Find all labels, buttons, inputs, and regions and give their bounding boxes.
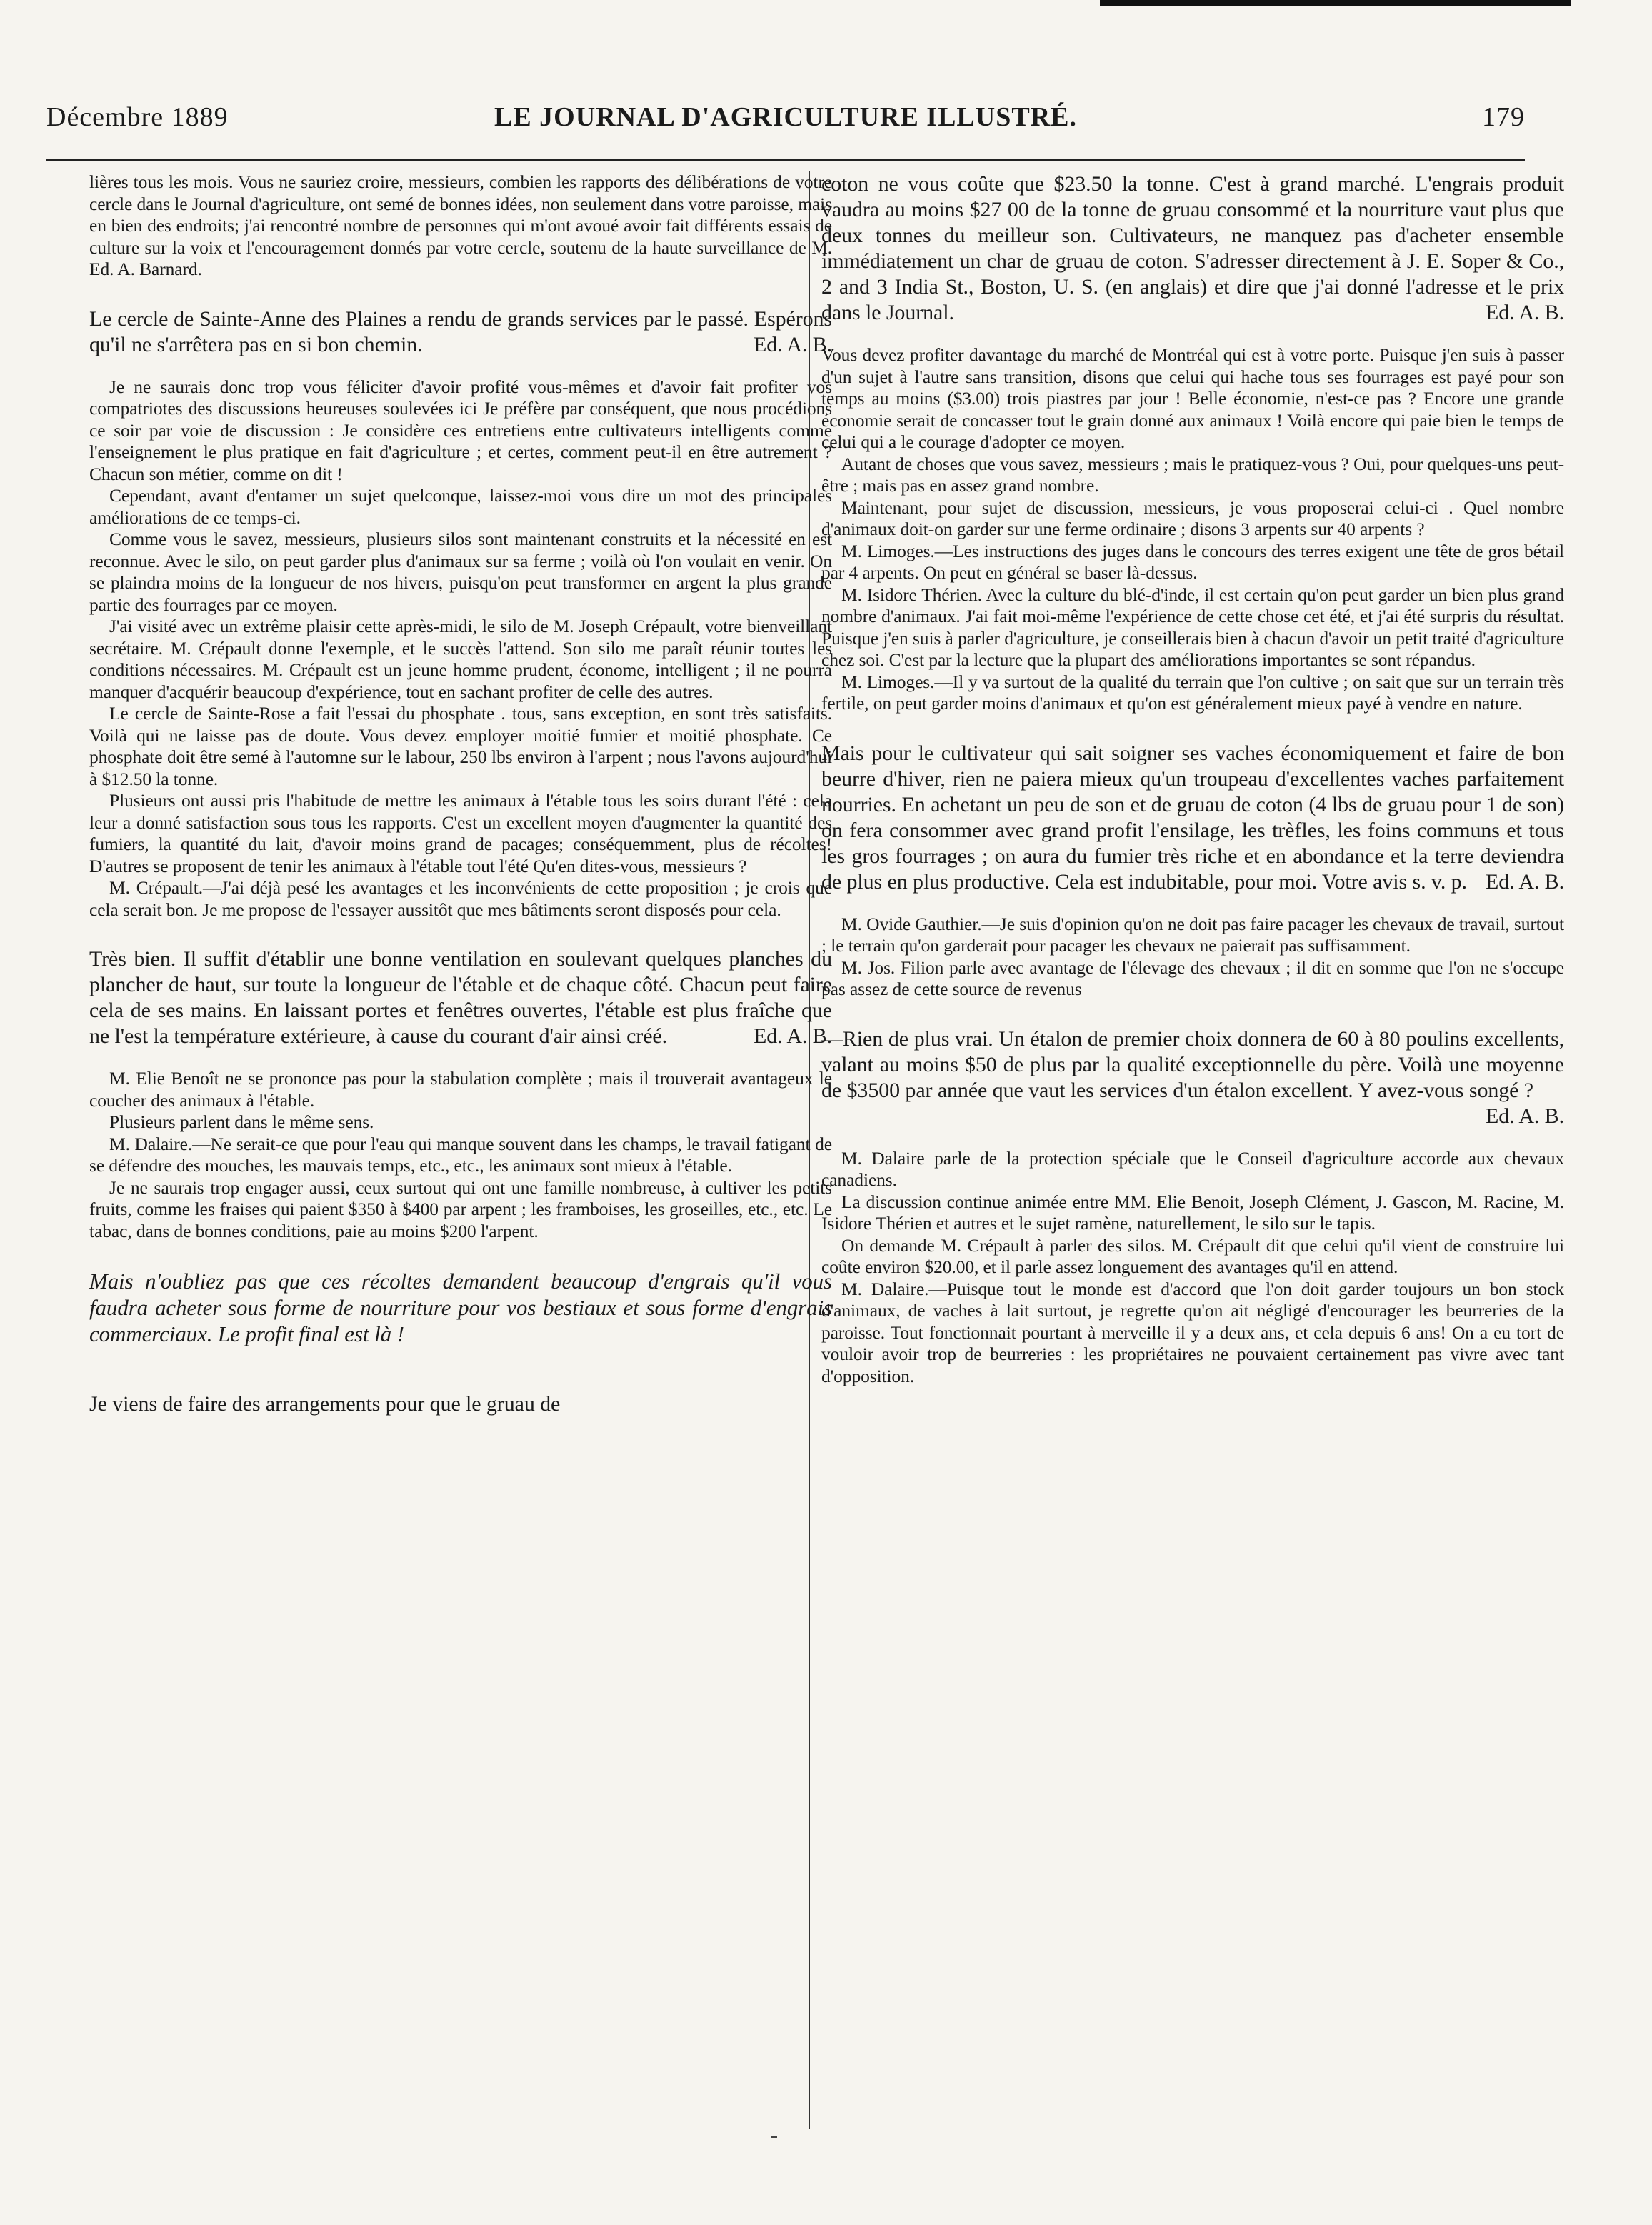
- paragraph-text: M. Crépault.—J'ai déjà pesé les avantages et les inconvénients de cette proposition ; je crois que cela serait bon. Je me propose de l'essayer aussitôt que mes bâtiments seront disposés pour cela.: [89, 877, 832, 920]
- paragraph: [89, 1068, 832, 1111]
- editor-signature: Ed. A. B.: [754, 332, 832, 356]
- paragraph: [821, 957, 1564, 1001]
- paragraph-text: M. Jos. Filion parle avec avantage de l'élevage des chevaux ; il dit en somme que l'on ne s'occupe pas assez de cette source de revenus: [821, 956, 1564, 999]
- paragraph-text: Le cercle de Sainte-Rose a fait l'essai du phosphate . tous, sans exception, en sont très satisfaits. Voilà qui ne laisse pas de doute. Vous devez employer moitié fumier et moitié phosphate. Ce phosphate doit être semé à l'automne sur le labour, 250 lbs environ à l'arpent ; nous l'avons aujourd'hui à $12.50 la tonne.: [89, 703, 832, 789]
- top-edge-bar: [1100, 0, 1571, 6]
- paragraph-gap: [821, 1001, 1564, 1026]
- editor-note: [821, 171, 1564, 326]
- editor-signature: Ed. A. B.: [1486, 1104, 1564, 1128]
- paragraph-text: M. Limoges.—Il y va surtout de la qualité du terrain que l'on cultive ; on sait que sur un terrain très fertile, on peut garder moins d'animaux et qu'on est généralement mieux payé à vendre en nature.: [821, 671, 1564, 714]
- paragraph: [89, 171, 832, 281]
- paragraph: [821, 1148, 1564, 1191]
- paragraph-gap: [89, 921, 832, 946]
- paragraph-gap: [89, 1366, 832, 1391]
- header-rule: [46, 159, 1525, 161]
- paragraph-text: M. Limoges.—Les instructions des juges dans le concours des terres exigent une tête de gros bétail par 4 arpents. On peut en général se baser là-dessus.: [821, 540, 1564, 583]
- paragraph-text: La discussion continue animée entre MM. Elie Benoit, Joseph Clément, J. Gascon, M. Racine, M. Isidore Thérien et autres et le sujet ramène, naturellement, le silo sur le tapis.: [821, 1191, 1564, 1234]
- paragraph-text: J'ai visité avec un extrême plaisir cette après-midi, le silo de M. Joseph Crépault, votre bienveillant secrétaire. M. Crépault donne l'exemple, et le succès l'attend. Son silo me paraît réunir toutes les conditions nécessaires. M. Crépault est un jeune homme prudent, économe, intelligent ; il ne pourra manquer d'acquérir beaucoup d'expérience, tout en sachant profiter de celle des autres.: [89, 616, 832, 702]
- paragraph-text: —Rien de plus vrai. Un étalon de premier choix donnera de 60 à 80 poulins excellents, valant au moins $50 de plus par la qualité exceptionnelle du père. Voilà une moyenne de $3500 par année que vaut les services d'un étalon excellent. Y avez-vous songé ?: [821, 1026, 1564, 1102]
- paragraph-gap: [89, 281, 832, 306]
- paragraph-gap: [89, 1347, 832, 1366]
- paragraph: [821, 541, 1564, 584]
- paragraph-text: Cependant, avant d'entamer un sujet quelconque, laissez-moi vous dire un mot des principales améliorations de ce temps-ci.: [89, 485, 832, 528]
- paragraph-text: M. Dalaire.—Puisque tout le monde est d'accord que l'on doit garder toujours un bon stock d'animaux, de vaches à lait surtout, je regrette qu'on ait négligé d'encourager les beurreries de la paroisse. Tout fonctionnait pourtant à merveille il y a deux ans, et cela depuis 6 ans! On a eu tort de vouloir avoir trop de beurreries : les propriétaires ne pouvaient certainement pas vivre avec tant d'opposition.: [821, 1278, 1564, 1386]
- paragraph: [89, 1111, 832, 1134]
- paragraph-gap: [821, 1129, 1564, 1148]
- editor-note: [821, 741, 1564, 895]
- editor-note: [89, 306, 832, 358]
- paragraph: [821, 584, 1564, 671]
- paragraph: [89, 376, 832, 486]
- paragraph-text: Comme vous le savez, messieurs, plusieurs silos sont maintenant construits et la nécessité en est reconnue. Avec le silo, on peut garder plus d'animaux sur sa ferme ; voilà où l'on voulait en venir. On se plaindra moins de la longueur de nos hivers, puisqu'on peut transformer en argent la plus grande partie des fourrages par ce moyen.: [89, 529, 832, 615]
- paragraph-text: Autant de choses que vous savez, messieurs ; mais le pratiquez-vous ? Oui, pour quelques-uns peut-être ; mais pas en assez grand nombre.: [821, 453, 1564, 496]
- paragraph-text: lières tous les mois. Vous ne sauriez croire, messieurs, combien les rapports des délibérations de votre cercle dans le Journal d'agriculture, ont semé de bonnes idées, non seulement dans votre paroisse, mais en bien des endroits; j'ai rencontré nombre de personnes qui m'ont avoué avoir fait différents essais de culture sur la voix et l'encouragement donnés par votre cercle, soutenu de la haute surveillance de M. Ed. A. Barnard.: [89, 171, 832, 279]
- page-header: [46, 101, 1525, 144]
- editor-note: [89, 1268, 832, 1347]
- paragraph-text: Je ne saurais trop engager aussi, ceux surtout qui ont une famille nombreuse, à cultiver les petits fruits, comme les fraises qui paient $350 à $400 par arpent ; les framboises, les groseilles, etc., etc. Le tabac, dans de bonnes conditions, paie au moins $200 l'arpent.: [89, 1176, 832, 1241]
- paragraph: [821, 497, 1564, 541]
- editor-signature: Ed. A. B.: [1486, 301, 1564, 324]
- paragraph: [821, 1279, 1564, 1388]
- paragraph: [89, 485, 832, 529]
- paragraph-text: M. Dalaire parle de la protection spéciale que le Conseil d'agriculture accorde aux chevaux canadiens.: [821, 1147, 1564, 1190]
- paragraph-text: Je ne saurais donc trop vous féliciter d'avoir profité vous-mêmes et d'avoir fait profiter vos compatriotes des discussions heureuses soulevées ici Je préfère par conséquent, que nous procédions ce soir par voie de discussion : Je considère ces entretiens entre cultivateurs intelligents comme l'enseignement le plus pratique en fait d'agriculture ; et certes, comment peut-il en être autrement ? Chacun son métier, comme on dit !: [89, 376, 832, 484]
- paragraph-text: Mais n'oubliez pas que ces récoltes demandent beaucoup d'engrais qu'il vous faudra acheter sous forme de nourriture pour vos bestiaux et sous forme d'engrais commerciaux. Le profit final est là !: [89, 1269, 832, 1346]
- header-date: Décembre 1889: [46, 102, 229, 132]
- page-number: 179: [1482, 102, 1525, 132]
- paragraph: [89, 703, 832, 790]
- paragraph-text: On demande M. Crépault à parler des silos. M. Crépault dit que celui qu'il vient de construire lui coûte environ $20.00, et il parle assez longuement des avantages qu'il en attend.: [821, 1234, 1564, 1277]
- paragraph-text: Je viens de faire des arrangements pour que le gruau de: [89, 1392, 561, 1416]
- paragraph-text: M. Dalaire.—Ne serait-ce que pour l'eau qui manque souvent dans les champs, le travail fatigant de se défendre des mouches, les mauvais temps, etc., etc., les animaux sont mieux à l'étable.: [89, 1133, 832, 1176]
- paragraph-gap: [821, 326, 1564, 344]
- paragraph-gap: [89, 1242, 832, 1268]
- right-column: [821, 171, 1564, 1387]
- editor-signature: Ed. A. B.: [754, 1024, 832, 1048]
- paragraph: [89, 1134, 832, 1177]
- paragraph-text: M. Ovide Gauthier.—Je suis d'opinion qu'on ne doit pas faire pacager les chevaux de travail, surtout ; le terrain qu'on garderait pour pacager les chevaux ne paierait pas suffisamment.: [821, 913, 1564, 956]
- paragraph: [89, 1177, 832, 1243]
- paragraph-text: Plusieurs parlent dans le même sens.: [109, 1111, 374, 1132]
- paragraph: [821, 454, 1564, 497]
- paragraph-text: Maintenant, pour sujet de discussion, messieurs, je vous proposerai celui-ci . Quel nombre d'animaux doit-on garder sur une ferme ordinaire ; disons 3 arpents sur 40 arpents ?: [821, 496, 1564, 539]
- paragraph-text: M. Isidore Thérien. Avec la culture du blé-d'inde, il est certain qu'on peut garder un bien plus grand nombre d'animaux. J'ai fait moi-même l'expérience de cette chose cet été, et j'ai été surpris du résultat. Puisque j'en suis à parler d'agriculture, je conseillerais bien à chacun d'avoir un petit traité d'agriculture chez soi. C'est par la lecture que la plupart des améliorations importantes se sont répandus.: [821, 584, 1564, 670]
- paragraph: [821, 1191, 1564, 1235]
- paragraph-gap: [89, 1417, 832, 1436]
- editor-signature: Ed. A. B.: [1486, 869, 1564, 894]
- paragraph-text: Plusieurs ont aussi pris l'habitude de mettre les animaux à l'étable tous les soirs durant l'été : cela leur a donné satisfaction sous tous les rapports. C'est un excellent moyen d'augmenter la quantité des fumiers, la quantité du lait, d'avoir moins grand de pacages; conséquemment, plus de récoltes! D'autres se proposent de tenir les animaux à l'étable tout l'été Qu'en dites-vous, messieurs ?: [89, 790, 832, 876]
- editor-note: [89, 1391, 832, 1417]
- paragraph-text: Le cercle de Sainte-Anne des Plaines a rendu de grands services par le passé. Espérons qu'il ne s'arrêtera pas en si bon chemin.: [89, 306, 832, 356]
- paragraph-gap: [89, 1049, 832, 1068]
- paragraph: [821, 1235, 1564, 1279]
- paragraph: [821, 344, 1564, 454]
- paragraph: [89, 877, 832, 921]
- paragraph: [89, 616, 832, 703]
- paragraph-text: M. Elie Benoît ne se prononce pas pour la stabulation complète ; mais il trouverait avantageux le coucher des animaux à l'étable.: [89, 1068, 832, 1111]
- paragraph-text: Très bien. Il suffit d'établir une bonne ventilation en soulevant quelques planches du plancher de haut, sur toute la longueur de l'étable et de chaque côté. Chacun peut faire cela de ses mains. En laissant portes et fenêtres ouvertes, l'étable est plus fraîche que ne l'est la température extérieure, à cause du courant d'air ainsi créé.: [89, 947, 832, 1048]
- paragraph-text: Vous devez profiter davantage du marché de Montréal qui est à votre porte. Puisque j'en suis à passer d'un sujet à l'autre sans transition, disons que celui qui hache tous ses fourrages est payé pour son temps au moins ($3.00) trois piastres par jour ! Belle économie, n'est-ce pas ? Encore une grande économie serait de concasser tout le grain donné aux animaux ! Voilà encore qui paie bien le temps de celui qui a le courage d'adopter ce moyen.: [821, 344, 1564, 452]
- journal-title: LE JOURNAL D'AGRICULTURE ILLUSTRÉ.: [494, 102, 1077, 132]
- paragraph: [89, 790, 832, 877]
- paragraph-text: Mais pour le cultivateur qui sait soigner ses vaches économiquement et faire de bon beurre d'hiver, rien ne paiera mieux qu'un troupeau d'excellentes vaches parfaitement nourries. En achetant un peu de son et de gruau de coton (4 lbs de gruau pour 1 de son) on fera consommer avec grand profit l'ensilage, les trèfles, les foins communs et tous les gros fourrages ; on aura du fumier très riche et en abondance et la terre deviendra de plus en plus productive. Cela est indubitable, pour moi. Votre avis s. v. p.: [821, 741, 1564, 894]
- paragraph-gap: [821, 715, 1564, 741]
- paragraph-gap: [821, 895, 1564, 914]
- printer-mark: [771, 2136, 777, 2138]
- paragraph: [89, 529, 832, 616]
- paragraph: [821, 671, 1564, 715]
- paragraph: [821, 914, 1564, 957]
- paragraph-text: coton ne vous coûte que $23.50 la tonne. C'est à grand marché. L'engrais produit vaudra au moins $27 00 de la tonne de gruau consommé et la nourriture vaut plus que deux tonnes du meilleur son. Cultivateurs, ne manquez pas d'acheter ensemble immédiatement un char de gruau de coton. S'adresser directement à J. E. Soper & Co., 2 and 3 India St., Boston, U. S. (en anglais) et dire que j'ai donné l'adresse et le prix dans le Journal.: [821, 172, 1564, 324]
- paragraph-gap: [89, 358, 832, 376]
- editor-note: [821, 1026, 1564, 1129]
- editor-note: [89, 946, 832, 1049]
- left-column: [89, 171, 832, 1436]
